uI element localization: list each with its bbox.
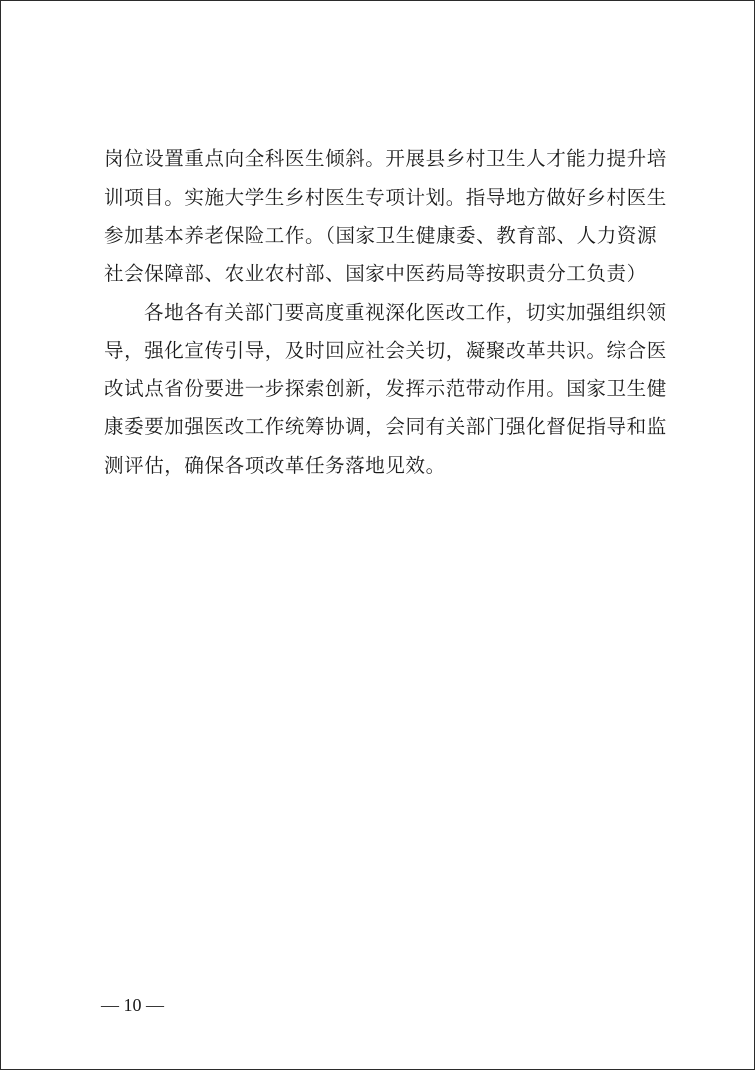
paragraph-2-line-3: 改试点省份要进一步探索创新，发挥示范带动作用。国家卫生健 bbox=[104, 377, 667, 400]
paragraph-2-line-2: 导，强化宣传引导，及时回应社会关切，凝聚改革共识。综合医 bbox=[104, 339, 667, 362]
paragraph-2-line-5: 测评估，确保各项改革任务落地见效。 bbox=[104, 454, 446, 477]
paragraph-1-line-4: 社会保障部、农业农村部、国家中医药局等按职责分工负责） bbox=[104, 262, 647, 285]
page-number: — 10 — bbox=[101, 995, 164, 1015]
paragraph-1-line-2: 训项目。实施大学生乡村医生专项计划。指导地方做好乡村医生 bbox=[104, 186, 667, 209]
paragraph-1-line-1: 岗位设置重点向全科医生倾斜。开展县乡村卫生人才能力提升培 bbox=[104, 147, 667, 170]
paragraph-2-line-4: 康委要加强医改工作统筹协调，会同有关部门强化督促指导和监 bbox=[104, 415, 667, 438]
paragraph-1-line-3: 参加基本养老保险工作。（国家卫生健康委、教育部、人力资源 bbox=[104, 224, 658, 247]
paragraph-2-line-1: 各地各有关部门要高度重视深化医改工作，切实加强组织领 bbox=[144, 301, 667, 324]
